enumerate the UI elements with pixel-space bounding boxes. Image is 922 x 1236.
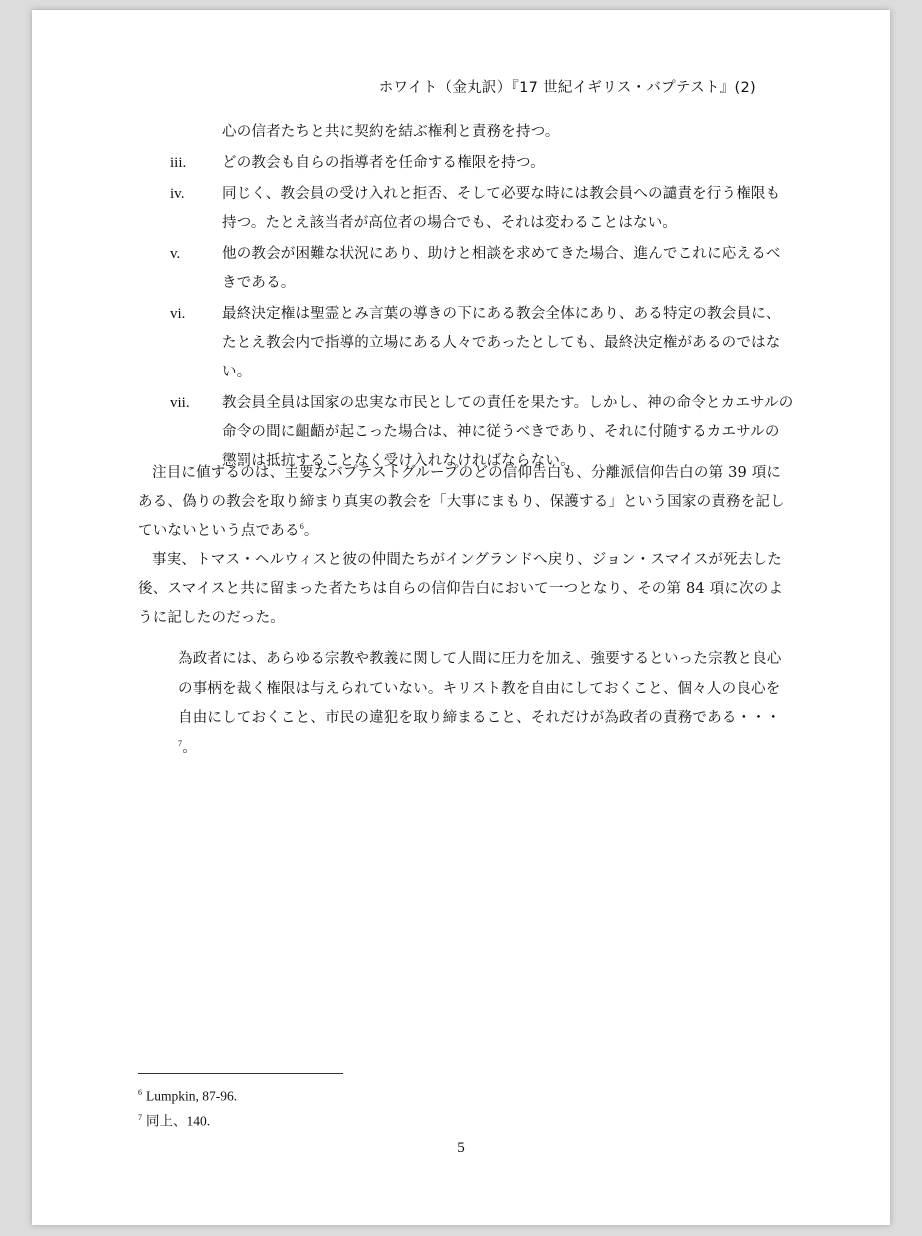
document-page xyxy=(32,10,890,1225)
footnotes xyxy=(138,1082,237,1131)
body-paragraph-1 xyxy=(138,459,794,546)
body-paragraph-2 xyxy=(138,546,794,633)
paragraph-text: 注目に値するのは、主要なバプテストグループのどの信仰告白も、分離派信仰告白の第 39 項にある、偽りの教会を取り締まり真実の教会を「大事にまもり、保護する」という国家の責務を記していないという点である xyxy=(138,465,785,539)
list-item xyxy=(170,300,794,387)
list-item xyxy=(170,149,794,178)
list-number: iv. xyxy=(170,186,185,202)
quote-end: 。 xyxy=(182,739,197,756)
footnote xyxy=(138,1082,237,1107)
list-number: vii. xyxy=(170,395,190,411)
paragraph-text: 事実、トマス・ヘルウィスと彼の仲間たちがイングランドへ戻り、ジョン・スマイスが死去した後、スマイスと共に留まった者たちは自らの信仰告白において一つとなり、その第 84 項に次のように記したのだった。 xyxy=(138,552,784,626)
footnote-text: 同上、140. xyxy=(146,1113,211,1128)
list-number xyxy=(170,118,222,147)
list-item xyxy=(170,118,794,147)
list-text: 他の教会が困難な状況にあり、助けと相談を求めてきた場合、進んでこれに応えるべきである。 xyxy=(222,246,781,291)
list-text: 教会員全員は国家の忠実な市民としての責任を果たす。しかし、神の命令とカエサルの命令の間に齟齬が起こった場合は、神に従うべきであり、それに付随するカエサルの懲罰は抵抗することなく受け入れなければならない。 xyxy=(222,395,794,469)
quote-text: 為政者には、あらゆる宗教や教義に関して人間に圧力を加え、強要するといった宗教と良心の事柄を裁く権限は与えられていない。キリスト教を自由にしておくこと、個々人の良心を自由にしておくこと、市民の違犯を取り締まること、それだけが為政者の責務である・・・ xyxy=(178,651,782,726)
footnote-mark: 7 xyxy=(138,1112,142,1122)
paragraph-end: 。 xyxy=(303,523,319,539)
list-item xyxy=(170,240,794,298)
list-text: 最終決定権は聖霊とみ言葉の導きの下にある教会全体にあり、ある特定の教会員に、たとえ教会内で指導的立場にある人々であったとしても、最終決定権があるのではない。 xyxy=(222,306,781,380)
page-number: 5 xyxy=(457,1140,465,1156)
list-number: iii. xyxy=(170,155,187,171)
list-text: どの教会も自らの指導者を任命する権限を持つ。 xyxy=(222,155,545,171)
footnote-reference[interactable]: 7 xyxy=(178,738,183,748)
list-text: 同じく、教会員の受け入れと拒否、そして必要な時には教会員への譴責を行う権限も持つ。たとえ該当者が高位者の場合でも、それは変わることはない。 xyxy=(222,186,781,231)
running-header: ホワイト（金丸訳）『17 世紀イギリス・バプテスト』(2) xyxy=(378,80,756,96)
footnote-mark: 6 xyxy=(138,1088,142,1097)
numbered-list xyxy=(170,118,794,478)
list-number: v. xyxy=(170,246,181,262)
list-number: vi. xyxy=(170,306,186,322)
footnote-divider xyxy=(138,1073,343,1074)
footnote-reference[interactable]: 6 xyxy=(299,522,304,532)
list-text: 心の信者たちと共に契約を結ぶ権利と責務を持つ。 xyxy=(222,124,560,140)
list-item xyxy=(170,180,794,238)
block-quote xyxy=(178,645,794,763)
footnote-text: Lumpkin, 87-96. xyxy=(146,1088,238,1104)
footnote xyxy=(138,1107,237,1132)
